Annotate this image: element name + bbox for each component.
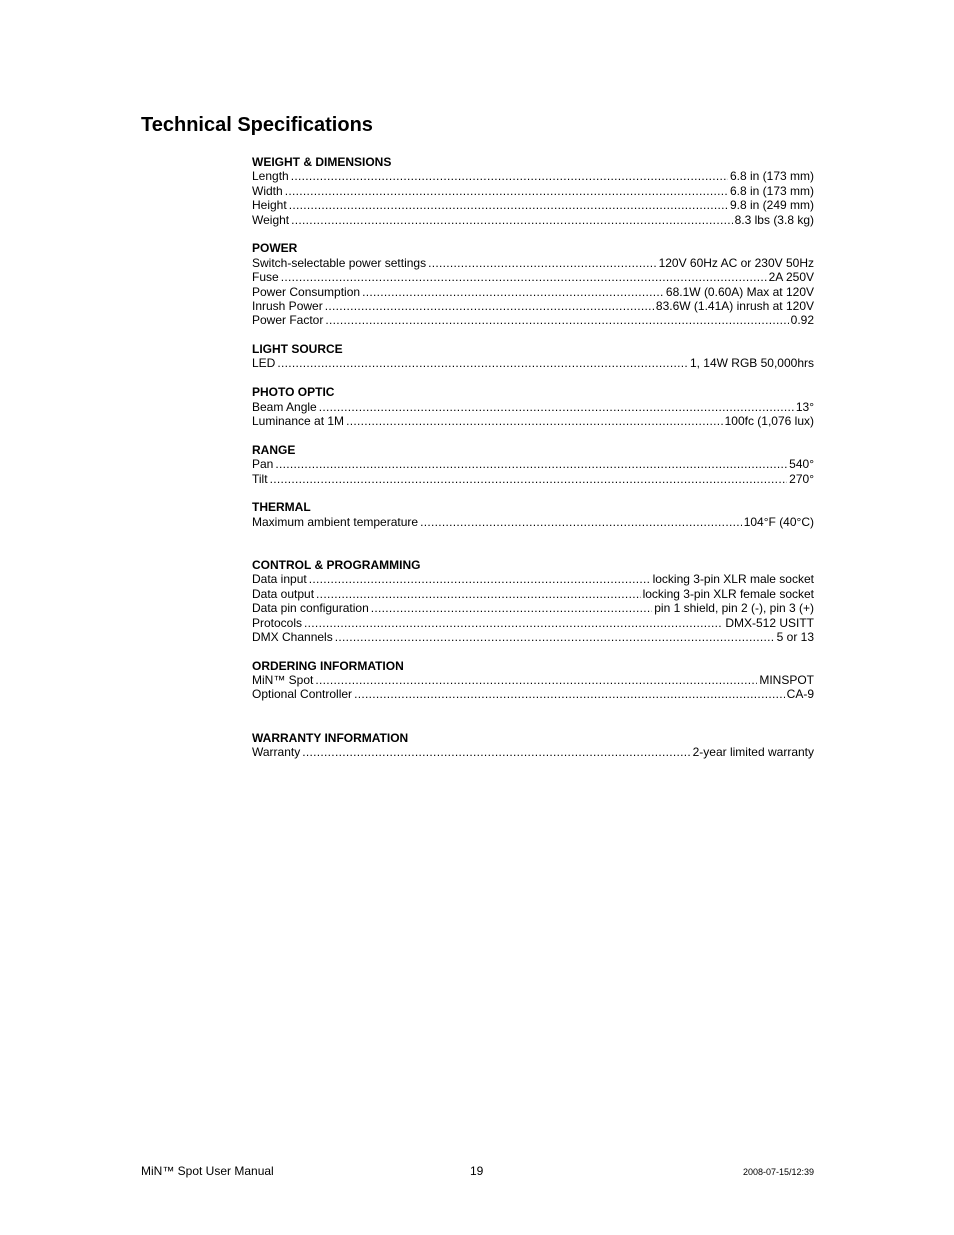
dot-leader [319, 400, 794, 414]
spec-section [252, 155, 814, 227]
dot-leader [277, 356, 688, 370]
spec-label: Tilt [252, 471, 268, 486]
dot-leader [354, 687, 785, 701]
dot-leader [428, 256, 656, 270]
spec-row [252, 472, 814, 486]
dot-leader [362, 285, 664, 299]
spec-section [252, 500, 814, 529]
spec-label: Data output [252, 586, 315, 601]
spec-value: 540° [789, 457, 814, 472]
section-title: CONTROL & PROGRAMMING [252, 557, 421, 572]
spec-value: 2A 250V [768, 270, 814, 285]
dot-leader [285, 184, 728, 198]
spec-row [252, 414, 814, 428]
spec-section [252, 241, 814, 327]
spec-row [252, 687, 814, 701]
spec-label: Power Factor [252, 313, 324, 328]
dot-leader [325, 313, 788, 327]
section-title: LIGHT SOURCE [252, 342, 343, 357]
spec-section [252, 342, 814, 371]
spec-row [252, 515, 814, 529]
spec-value: locking 3-pin XLR male socket [652, 572, 814, 587]
footer-manual-title: MiN™ Spot User Manual [141, 1164, 274, 1178]
spec-value: 104°F (40°C) [743, 514, 814, 529]
footer-page-number: 19 [470, 1164, 484, 1178]
spec-value: 270° [789, 471, 814, 486]
spec-row [252, 198, 814, 212]
spec-row [252, 673, 814, 687]
dot-leader [289, 198, 728, 212]
spec-value: CA-9 [786, 687, 814, 702]
spec-row [252, 630, 814, 644]
spec-label: Inrush Power [252, 298, 323, 313]
dot-leader [316, 587, 641, 601]
section-title: RANGE [252, 442, 296, 457]
spec-label: LED [252, 356, 276, 371]
spec-value: 9.8 in (249 mm) [729, 198, 814, 213]
spec-value: MINSPOT [759, 673, 814, 688]
spec-label: Data input [252, 572, 307, 587]
spec-value: 100fc (1,076 lux) [724, 414, 814, 429]
dot-leader [270, 472, 788, 486]
spec-section [252, 558, 814, 644]
spec-value: 13° [795, 399, 814, 414]
dot-leader [315, 673, 757, 687]
section-title: ORDERING INFORMATION [252, 658, 404, 673]
spec-label: Maximum ambient temperature [252, 514, 419, 529]
spec-row [252, 184, 814, 198]
dot-leader [304, 616, 723, 630]
dot-leader [371, 601, 653, 615]
spec-label: Length [252, 169, 289, 184]
spec-value: 5 or 13 [776, 629, 814, 644]
spec-value: pin 1 shield, pin 2 (-), pin 3 (+) [654, 601, 814, 616]
spec-section [252, 659, 814, 702]
spec-value: DMX-512 USITT [725, 615, 814, 630]
spec-label: Switch-selectable power settings [252, 255, 427, 270]
section-title: WEIGHT & DIMENSIONS [252, 155, 392, 169]
spec-row [252, 616, 814, 630]
spec-row [252, 313, 814, 327]
dot-leader [275, 457, 787, 471]
spec-label: Data pin configuration [252, 601, 369, 616]
spec-label: Luminance at 1M [252, 414, 345, 429]
spec-section [252, 731, 814, 760]
spec-row [252, 572, 814, 586]
dot-leader [281, 270, 767, 284]
spec-label: MiN™ Spot [252, 673, 314, 688]
spec-label: Power Consumption [252, 284, 361, 299]
spec-row [252, 601, 814, 615]
spec-row [252, 400, 814, 414]
dot-leader [291, 213, 732, 227]
spec-row [252, 457, 814, 471]
spec-row [252, 285, 814, 299]
spec-row [252, 299, 814, 313]
spec-row [252, 745, 814, 759]
spec-row [252, 270, 814, 284]
spec-row [252, 587, 814, 601]
spec-value: 2-year limited warranty [692, 745, 814, 760]
spec-label: Width [252, 183, 283, 198]
spec-value: 6.8 in (173 mm) [729, 169, 814, 184]
spec-label: Protocols [252, 615, 303, 630]
section-title: PHOTO OPTIC [252, 385, 335, 400]
spec-label: Pan [252, 457, 274, 472]
spec-value: 68.1W (0.60A) Max at 120V [665, 284, 814, 299]
spec-list [252, 155, 814, 759]
dot-leader [420, 515, 742, 529]
spec-value: 120V 60Hz AC or 230V 50Hz [658, 255, 814, 270]
spec-label: Optional Controller [252, 687, 353, 702]
spec-value: 83.6W (1.41A) inrush at 120V [655, 298, 814, 313]
spec-value: 8.3 lbs (3.8 kg) [734, 212, 814, 227]
spec-value: locking 3-pin XLR female socket [642, 586, 814, 601]
spec-row [252, 256, 814, 270]
dot-leader [346, 414, 723, 428]
spec-label: Fuse [252, 270, 279, 285]
spec-label: DMX Channels [252, 629, 333, 644]
section-title: POWER [252, 241, 298, 256]
section-title: THERMAL [252, 500, 311, 515]
spec-row [252, 213, 814, 227]
spec-label: Warranty [252, 745, 301, 760]
dot-leader [302, 745, 690, 759]
page-title: Technical Specifications [141, 114, 373, 136]
spec-value: 1, 14W RGB 50,000hrs [689, 356, 814, 371]
footer-timestamp: 2008-07-15/12:39 [742, 1167, 814, 1177]
dot-leader [291, 169, 728, 183]
dot-leader [309, 572, 651, 586]
spec-section [252, 385, 814, 428]
spec-value: 0.92 [790, 313, 814, 328]
spec-value: 6.8 in (173 mm) [729, 183, 814, 198]
spec-label: Weight [252, 212, 290, 227]
spec-row [252, 356, 814, 370]
dot-leader [335, 630, 775, 644]
spec-label: Beam Angle [252, 399, 317, 414]
dot-leader [325, 299, 654, 313]
spec-row [252, 169, 814, 183]
spec-label: Height [252, 198, 287, 213]
spec-section [252, 443, 814, 486]
section-title: WARRANTY INFORMATION [252, 730, 409, 745]
